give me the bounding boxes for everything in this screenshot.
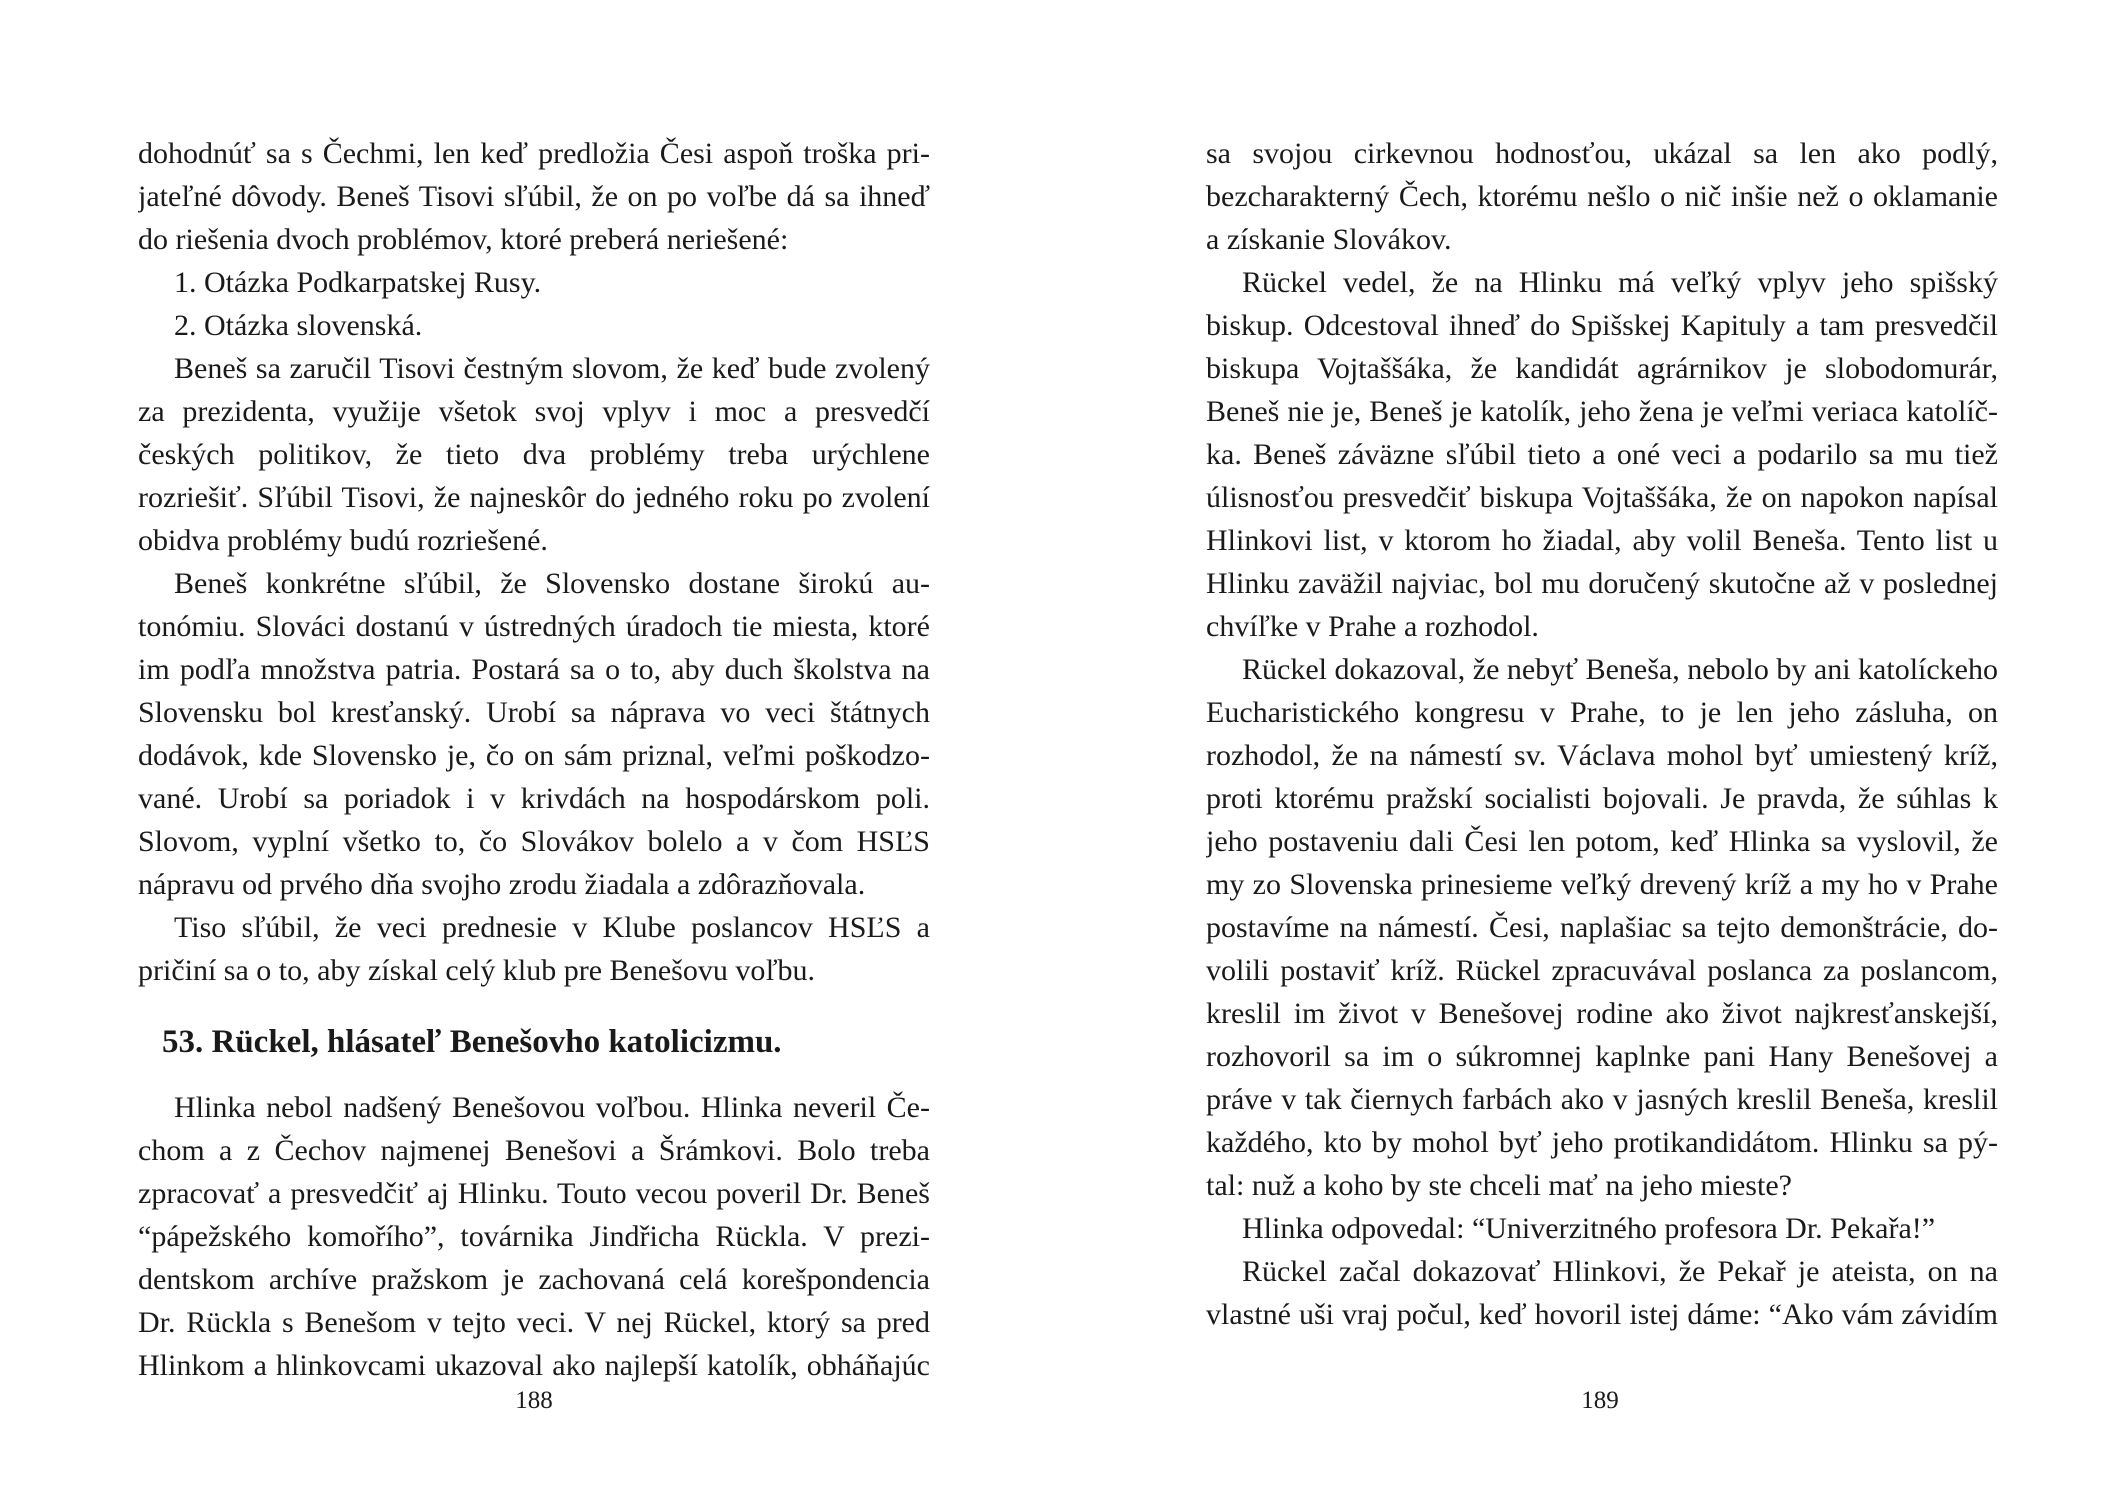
right-body — [1206, 132, 1998, 1336]
right-page-text — [1206, 132, 1998, 1336]
text-line: Eucharistického kongresu v Prahe, to je len jeho zásluha, on — [1206, 696, 1998, 729]
text-line: ka. Beneš záväzne sľúbil tieto a oné veci a podarilo sa mu tiež — [1206, 438, 1998, 471]
text-line: sa svojou cirkevnou hodnosťou, ukázal sa len ako podlý, — [1206, 137, 1998, 170]
text-line: Hlinka nebol nadšený Benešovou voľbou. Hlinka neveril Če- — [174, 1091, 930, 1124]
left-page-text — [138, 132, 930, 1387]
text-line: tal: nuž a koho by ste chceli mať na jeho mieste? — [1206, 1169, 1792, 1202]
text-line: a získanie Slovákov. — [1206, 223, 1452, 256]
text-line: Hlinkovi list, v ktorom ho žiadal, aby volil Beneša. Tento list u — [1206, 524, 1998, 557]
text-line: Rückel dokazoval, že nebyť Beneša, nebolo by ani katolíckeho — [1242, 653, 1998, 686]
text-line: volili postaviť kríž. Rückel zpracuvával poslanca za poslancom, — [1206, 954, 1998, 987]
text-line: do riešenia dvoch problémov, ktoré preberá neriešené: — [138, 223, 789, 256]
left-body-before-heading — [138, 132, 930, 992]
text-line: proti ktorému pražskí socialisti bojovali. Je pravda, že súhlas k — [1206, 782, 1998, 815]
page-number-left: 188 — [515, 1387, 553, 1414]
text-line: jateľné dôvody. Beneš Tisovi sľúbil, že on po voľbe dá sa ihneď — [138, 180, 930, 213]
page-number-right: 189 — [1581, 1387, 1619, 1414]
text-line: Hlinku zaväžil najviac, bol mu doručený skutočne až v poslednej — [1206, 567, 1998, 600]
left-body-after-heading — [138, 1086, 930, 1387]
text-line: českých politikov, že tieto dva problémy treba urýchlene — [138, 438, 930, 471]
text-line: dodávok, kde Slovensko je, čo on sám priznal, veľmi poškodzo- — [138, 739, 930, 772]
text-line: úlisnosťou presvedčiť biskupa Vojtaššáka, že on napokon napísal — [1206, 481, 1998, 514]
text-line: 1. Otázka Podkarpatskej Rusy. — [174, 266, 542, 299]
text-line: Beneš konkrétne sľúbil, že Slovensko dostane širokú au- — [174, 567, 930, 600]
text-line: Beneš sa zaručil Tisovi čestným slovom, že keď bude zvolený — [174, 352, 930, 385]
text-line: postavíme na námestí. Česi, naplašiac sa tejto demonštrácie, do- — [1206, 911, 1998, 944]
text-line: Beneš nie je, Beneš je katolík, jeho žena je veľmi veriaca katolíč- — [1206, 395, 1998, 428]
text-line: dohodnúť sa s Čechmi, len keď predložia Česi aspoň troška pri- — [138, 137, 930, 170]
text-line: Rückel vedel, že na Hlinku má veľký vplyv jeho spišský — [1242, 266, 1998, 299]
text-line: biskupa Vojtaššáka, že kandidát agrárnikov je slobodomurár, — [1206, 352, 1998, 385]
text-line: Hlinka odpovedal: “Univerzitného profesora Dr. Pekařa!” — [1242, 1212, 1936, 1245]
text-line: rozhovoril sa im o súkromnej kaplnke pani Hany Benešovej a — [1206, 1040, 1998, 1073]
text-line: rozriešiť. Sľúbil Tisovi, že najneskôr do jedného roku po zvolení — [138, 481, 930, 514]
text-line: bezcharakterný Čech, ktorému nešlo o nič inšie než o oklamanie — [1206, 180, 1998, 213]
text-line: za prezidenta, využije všetok svoj vplyv i moc a presvedčí — [138, 395, 930, 428]
text-line: 2. Otázka slovenská. — [174, 309, 423, 342]
text-line: im podľa množstva patria. Postará sa o to, aby duch školstva na — [138, 653, 930, 686]
right-page — [1059, 0, 2118, 1500]
chapter-heading: 53. Rückel, hlásateľ Benešovho katolicizmu. — [162, 1024, 782, 1060]
text-line: chom a z Čechov najmenej Benešovi a Šrámkovi. Bolo treba — [138, 1134, 930, 1167]
text-line: vané. Urobí sa poriadok i v krivdách na hospodárskom poli. — [138, 782, 930, 815]
text-line: každého, kto by mohol byť jeho protikandidátom. Hlinku sa pý- — [1206, 1126, 1998, 1159]
text-line: Tiso sľúbil, že veci prednesie v Klube poslancov HSĽS a — [174, 911, 930, 944]
text-line: my zo Slovenska prinesieme veľký drevený kríž a my ho v Prahe — [1206, 868, 1998, 901]
text-line: Dr. Rückla s Benešom v tejto veci. V nej Rückel, ktorý sa pred — [138, 1306, 930, 1339]
text-line: biskup. Odcestoval ihneď do Spišskej Kapituly a tam presvedčil — [1206, 309, 1998, 342]
text-line: pričiní sa o to, aby získal celý klub pre Benešovu voľbu. — [138, 954, 816, 987]
text-line: kreslil im život v Benešovej rodine ako život najkresťanskejší, — [1206, 997, 1998, 1030]
text-line: zpracovať a presvedčiť aj Hlinku. Toutо vecou poveril Dr. Beneš — [138, 1177, 930, 1210]
text-line: Hlinkom a hlinkovcami ukazoval ako najlepší katolík, obháňajúc — [138, 1349, 930, 1382]
text-line: Rückel začal dokazovať Hlinkovi, že Pekař je ateista, on na — [1242, 1255, 1998, 1288]
text-line: “pápežského komořího”, továrnika Jindřicha Rückla. V prezi- — [138, 1220, 930, 1253]
text-line: Slovensku bol kresťanský. Urobí sa náprava vo veci štátnych — [138, 696, 930, 729]
text-line: rozhodol, že na námestí sv. Václava mohol byť umiestený kríž, — [1206, 739, 1998, 772]
text-line: práve v tak čiernych farbách ako v jasných kreslil Beneša, kreslil — [1206, 1083, 1998, 1116]
text-line: nápravu od prvého dňa svojho zrodu žiadala a zdôrazňovala. — [138, 868, 866, 901]
text-line: dentskom archíve pražskom je zachovaná celá korešpondencia — [138, 1263, 930, 1296]
text-line: vlastné uši vraj počul, keď hovoril istej dáme: “Ako vám závidím — [1206, 1298, 1998, 1331]
text-line: obidva problémy budú rozriešené. — [138, 524, 548, 557]
text-line: tonómiu. Slováci dostanú v ústredných úradoch tie miesta, ktoré — [138, 610, 930, 643]
text-line: chvíľke v Prahe a rozhodol. — [1206, 610, 1539, 643]
text-line: jeho postaveniu dali Česi len potom, keď Hlinka sa vyslovil, že — [1206, 825, 1998, 858]
text-line: Slovom, vyplní všetko to, čo Slovákov bolelo a v čom HSĽS — [138, 825, 930, 858]
